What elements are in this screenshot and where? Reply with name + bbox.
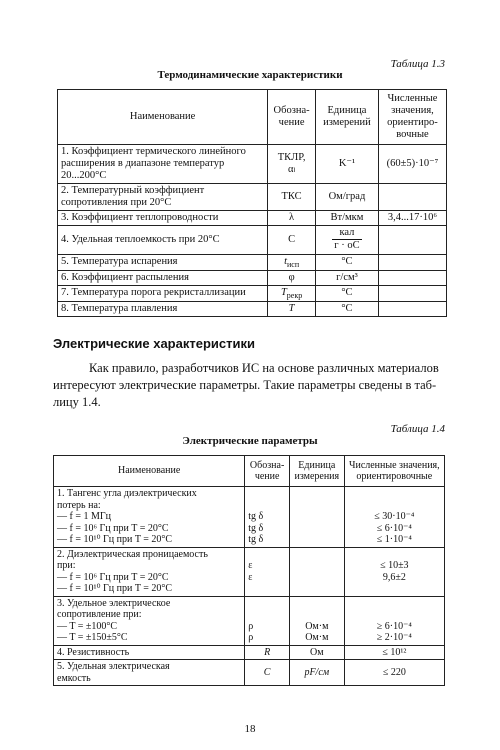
table-row: [58, 285, 447, 301]
row-value: ≤ 220: [344, 660, 444, 686]
row-symbol-line: tg δ: [248, 511, 264, 522]
row-unit: [289, 487, 344, 548]
header-symbol: [245, 456, 290, 487]
table-row: [54, 645, 445, 660]
header-unit: [289, 456, 344, 487]
paragraph-line: [53, 360, 448, 377]
paragraph-line: лицу 1.4.: [53, 395, 101, 409]
row-name-line: — f = 10⁶ Гц при T = 20°C: [57, 522, 169, 534]
row-value-line: [348, 583, 441, 595]
row-symbol: [245, 645, 290, 660]
table-row: [58, 226, 447, 254]
row-name: [54, 596, 245, 645]
row-unit: [289, 660, 344, 686]
row-symbol: [268, 302, 316, 317]
header-name: Наименование: [54, 456, 245, 487]
header-value: [378, 90, 446, 145]
header-unit-line: Единица: [298, 459, 336, 471]
table-row: [58, 254, 447, 270]
row-value: [344, 487, 444, 548]
table-row: [58, 302, 447, 317]
row-value-line: [348, 609, 441, 621]
row-symbol: C: [268, 226, 316, 254]
row-symbol: [245, 487, 290, 548]
table-row: [58, 145, 447, 184]
row-value-line: ≥ 6·10⁻⁴: [376, 620, 412, 632]
thermodynamic-table: [57, 89, 447, 317]
row-name-line: 20...200°C: [61, 170, 107, 182]
row-symbol-line: [248, 488, 286, 500]
row-value-line: ≤ 1·10⁻⁴: [376, 534, 412, 545]
row-value: [378, 184, 446, 211]
header-value-line: вочные: [396, 129, 429, 141]
row-unit: Ом: [289, 645, 344, 660]
row-name-line: 2. Температурный коэффициент: [61, 185, 205, 197]
header-unit-line: измерения: [294, 471, 340, 482]
row-symbol: [268, 145, 316, 184]
row-name: 5. Температура испарения: [58, 254, 268, 270]
table-row: [58, 211, 447, 226]
row-name-line: 1. Коэффициент термического линейного: [61, 146, 246, 157]
row-name: 4. Удельная теплоемкость при 20°C: [58, 226, 268, 254]
symbol-subscript: рекр: [286, 290, 303, 300]
row-unit: [289, 547, 344, 596]
row-symbol-line: tg δ: [248, 522, 264, 534]
fraction-numerator: кал: [332, 227, 361, 240]
row-symbol-line: αₗ: [287, 164, 296, 176]
row-symbol-line: tg δ: [248, 534, 264, 545]
row-symbol-line: ρ: [248, 620, 254, 632]
header-symbol-line: чение: [278, 117, 305, 128]
row-symbol: φ: [268, 270, 316, 285]
row-name-line: — f = 1 МГц: [57, 511, 111, 522]
row-symbol: [268, 285, 316, 301]
table-1-3-caption: Таблица 1.3: [390, 58, 445, 70]
table-1-4-title: Электрические параметры: [182, 435, 318, 447]
table-row: [54, 487, 445, 548]
row-value: ≤ 10¹²: [344, 645, 444, 660]
row-unit: г/см³: [315, 270, 378, 285]
table-row: [54, 596, 445, 645]
row-value-line: [348, 500, 441, 512]
row-symbol: [245, 660, 290, 686]
row-unit-line: Ом·м: [305, 632, 329, 643]
row-name: [54, 660, 245, 686]
row-unit: Ом/град: [315, 184, 378, 211]
header-value-line: ориентиро-: [387, 117, 438, 128]
row-symbol: λ: [268, 211, 316, 226]
header-symbol: [268, 90, 316, 145]
row-unit-line: Ом·м: [305, 620, 329, 632]
electrical-table: [53, 455, 445, 686]
row-unit: °C: [315, 285, 378, 301]
row-value-line: ≤ 6·10⁻⁴: [376, 522, 412, 534]
row-symbol: [245, 547, 290, 596]
row-value-line: [348, 488, 441, 500]
row-symbol-line: [248, 583, 286, 595]
header-value-line: Численные значения,: [348, 459, 440, 471]
header-unit: [315, 90, 378, 145]
row-value-line: 9,6±2: [382, 571, 406, 583]
row-unit-line: [293, 609, 341, 621]
table-header-row: [58, 90, 447, 145]
row-name-line: — f = 10⁶ Гц при T = 20°C: [57, 571, 169, 583]
row-value-line: ≥ 2·10⁻⁴: [376, 632, 412, 643]
row-name: 7. Температура порога рекристаллизации: [58, 285, 268, 301]
table-row: [54, 547, 445, 596]
row-name: [58, 184, 268, 211]
unit-text: pF/см: [304, 666, 330, 678]
row-unit: K⁻¹: [315, 145, 378, 184]
header-symbol-line: Обозна-: [249, 459, 285, 471]
row-value: [378, 285, 446, 301]
row-name-line: — T = ±100°C: [57, 620, 118, 632]
row-name-line: — f = 10¹⁰ Гц при T = 20°C: [57, 583, 173, 594]
row-name-line: 1. Тангенс угла диэлектрических: [57, 488, 197, 499]
row-symbol-line: ρ: [248, 632, 254, 643]
row-name-line: — T = ±150±5°C: [57, 632, 128, 643]
page-number: 18: [244, 723, 256, 735]
row-name: [54, 487, 245, 548]
header-symbol-line: Обозна-: [273, 104, 310, 116]
row-value: (60±5)·10⁻⁷: [378, 145, 446, 184]
row-value: [378, 254, 446, 270]
fraction-denominator: г · oC: [334, 240, 360, 252]
row-name-line: сопротивления при 20°C: [61, 197, 172, 209]
symbol-main: t: [284, 255, 287, 267]
row-name-line: сопротивление при:: [57, 609, 142, 620]
row-name: 4. Резистивность: [54, 645, 245, 660]
table-row: [58, 184, 447, 211]
row-symbol-line: [248, 609, 286, 621]
row-symbol-line: [248, 598, 286, 610]
header-value: [344, 456, 444, 487]
table-1-3-title: Термодинамические характеристики: [157, 69, 343, 81]
unit-fraction: [332, 227, 361, 252]
row-unit: °C: [315, 302, 378, 317]
row-name-line: потерь на:: [57, 499, 101, 511]
row-name: 8. Температура плавления: [58, 302, 268, 317]
row-symbol: ТКС: [268, 184, 316, 211]
row-name-line: при:: [57, 560, 76, 571]
header-value-line: значения,: [391, 104, 434, 116]
row-name: [54, 547, 245, 596]
header-name: Наименование: [58, 90, 268, 145]
row-value: [378, 226, 446, 254]
header-unit-line: измерений: [323, 117, 371, 128]
row-name: [58, 145, 268, 184]
table-row: [54, 660, 445, 686]
row-name: 3. Коэффициент теплопроводности: [58, 211, 268, 226]
symbol-main: R: [264, 646, 271, 658]
section-heading: Электрические характеристики: [53, 336, 255, 351]
row-value-line: ≤ 30·10⁻⁴: [374, 511, 415, 522]
row-symbol-line: ε: [248, 560, 253, 571]
symbol-main: T: [288, 303, 295, 315]
row-value-line: ≤ 10±3: [380, 560, 409, 571]
table-1-4-caption: Таблица 1.4: [390, 423, 445, 435]
header-value-line: ориентировочные: [356, 471, 433, 482]
header-value-line: Численные: [387, 92, 438, 104]
row-symbol-line: [248, 549, 286, 561]
row-value-line: [348, 549, 441, 561]
symbol-main: C: [263, 666, 271, 678]
row-symbol-line: ТКЛР,: [277, 152, 306, 164]
row-name-line: емкость: [57, 672, 91, 684]
row-unit: °C: [315, 254, 378, 270]
row-name-line: 5. Удельная электрическая: [57, 661, 170, 672]
row-name-line: расширения в диапазоне температур: [61, 158, 225, 170]
header-symbol-line: чение: [254, 471, 280, 482]
row-unit-line: [293, 598, 341, 610]
row-value: 3,4...17·10⁶: [378, 211, 446, 226]
paragraph-line: интересуют электрические параметры. Такие параметры сведены в таб-: [53, 378, 437, 392]
row-name-line: 2. Диэлектрическая проницаемость: [57, 548, 208, 560]
row-symbol-line: [248, 500, 286, 512]
row-symbol-line: ε: [248, 571, 253, 583]
row-value: [378, 302, 446, 317]
row-value: [344, 596, 444, 645]
row-unit: [289, 596, 344, 645]
table-header-row: [54, 456, 445, 487]
row-unit: [315, 226, 378, 254]
row-value: [344, 547, 444, 596]
table-row: [58, 270, 447, 285]
symbol-main: T: [280, 286, 287, 298]
row-name-line: — f = 10¹⁰ Гц при T = 20°C: [57, 534, 173, 545]
body-paragraph: [53, 360, 448, 411]
row-value: [378, 270, 446, 285]
row-unit: Вт/мкм: [315, 211, 378, 226]
header-unit-line: Единица: [327, 104, 367, 116]
row-value-line: [348, 598, 441, 610]
row-symbol: [245, 596, 290, 645]
paragraph-text: Как правило, разработчиков ИС на основе различных материалов: [89, 361, 439, 375]
symbol-subscript: исп: [287, 259, 300, 269]
row-name-line: 3. Удельное электрическое: [57, 597, 171, 609]
row-name: 6. Коэффициент распыления: [58, 270, 268, 285]
row-symbol: [268, 254, 316, 270]
